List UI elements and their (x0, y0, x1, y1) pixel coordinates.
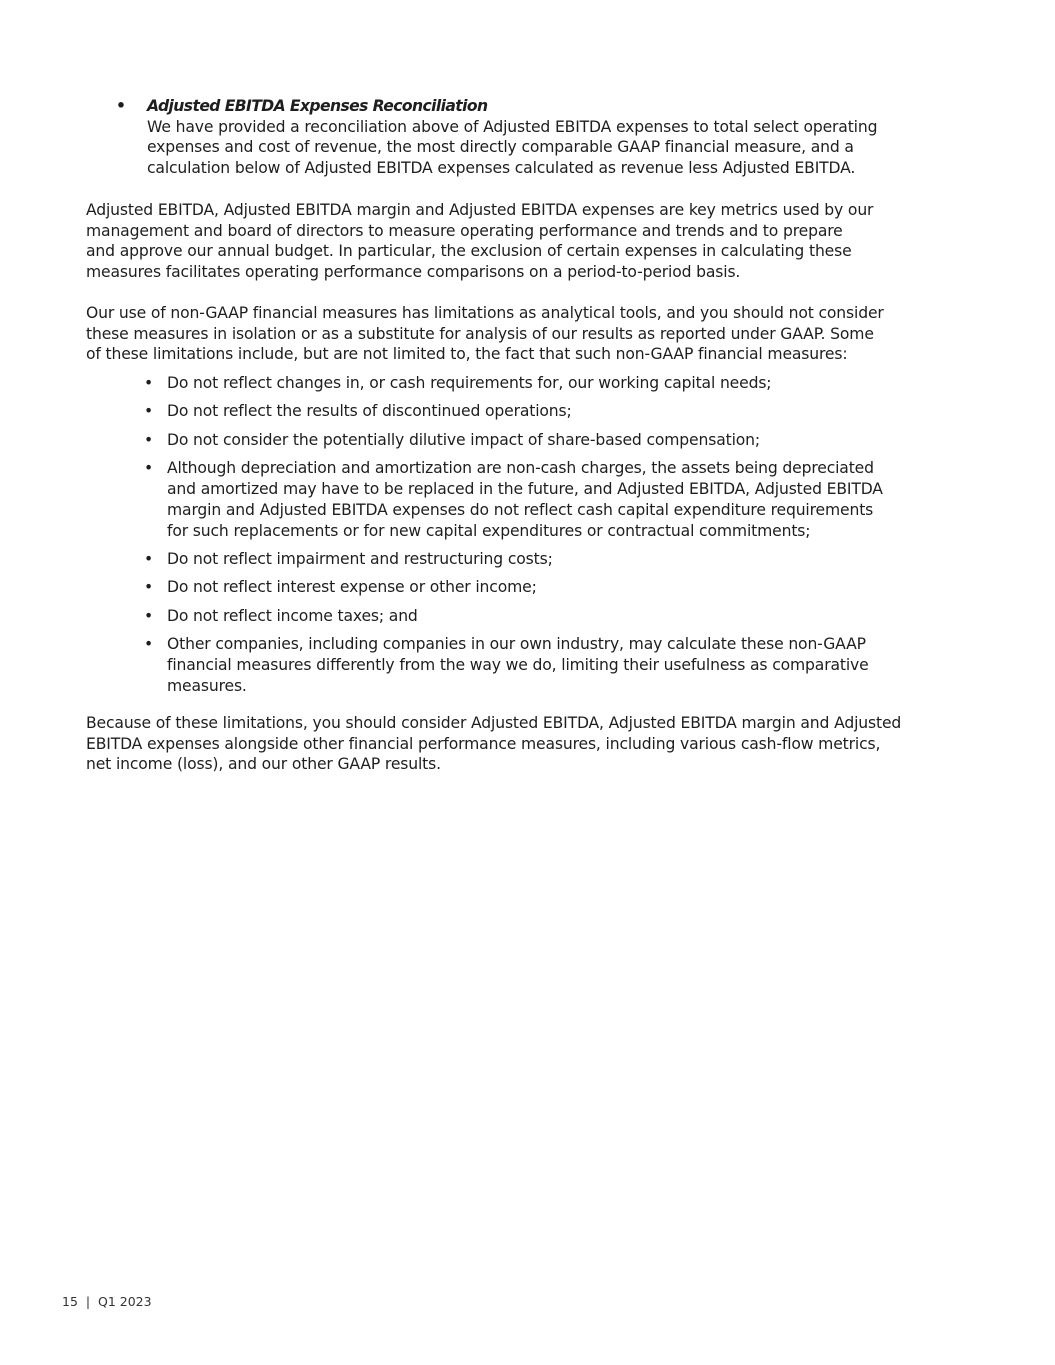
text-line: management and board of directors to measure operating performance and trends and to prepare (86, 221, 843, 240)
paragraph-limitations-intro (86, 303, 884, 365)
limitations-list (144, 373, 883, 704)
list-item (144, 373, 883, 394)
list-item (144, 458, 883, 541)
text-line: EBITDA expenses alongside other financial performance measures, including various cash-flow metrics, (86, 734, 881, 753)
text-line: calculation below of Adjusted EBITDA expenses calculated as revenue less Adjusted EBITDA. (147, 159, 856, 178)
bullet-icon: • (144, 606, 154, 625)
list-item (144, 401, 883, 422)
list-item (144, 577, 883, 598)
text-line: Our use of non-GAAP financial measures has limitations as analytical tools, and you should not consider (86, 304, 884, 322)
list-item (144, 606, 883, 627)
bullet-icon: • (144, 578, 154, 597)
text-line: financial measures differently from the way we do, limiting their usefulness as comparative (167, 656, 869, 675)
text-line: Do not reflect impairment and restructuring costs; (167, 550, 553, 568)
bullet-icon: • (144, 430, 154, 449)
bullet-icon: • (144, 635, 154, 654)
list-item (144, 634, 883, 696)
paragraph-conclusion (86, 713, 901, 775)
section-adjusted-ebitda-expenses (116, 96, 878, 179)
text-line: measures. (167, 676, 247, 695)
text-line: Do not reflect interest expense or other income; (167, 578, 537, 597)
text-line: these measures in isolation or as a substitute for analysis of our results as reported under GAAP. Some (86, 324, 874, 343)
page-footer: 15 | Q1 2023 (62, 1294, 152, 1309)
text-line: Do not consider the potentially dilutive impact of share-based compensation; (167, 430, 760, 449)
text-line: for such replacements or for new capital expenditures or contractual commitments; (167, 521, 811, 540)
list-item (144, 549, 883, 570)
list-item (144, 430, 883, 451)
bullet-icon: • (144, 402, 154, 421)
bullet-icon: • (144, 550, 154, 568)
text-line: measures facilitates operating performance comparisons on a period-to-period basis. (86, 263, 741, 282)
text-line: and approve our annual budget. In particular, the exclusion of certain expenses in calculating these (86, 242, 852, 261)
text-line: margin and Adjusted EBITDA expenses do not reflect cash capital expenditure requirements (167, 500, 874, 519)
text-line: Other companies, including companies in our own industry, may calculate these non-GAAP (167, 635, 866, 654)
bullet-icon: • (116, 97, 126, 115)
text-line: Do not reflect the results of discontinued operations; (167, 402, 572, 421)
text-line: We have provided a reconciliation above of Adjusted EBITDA expenses to total select operating (147, 117, 878, 136)
text-line: Because of these limitations, you should consider Adjusted EBITDA, Adjusted EBITDA margin and Adjusted (86, 714, 902, 732)
bullet-icon: • (144, 374, 154, 392)
text-line: Adjusted EBITDA, Adjusted EBITDA margin and Adjusted EBITDA expenses are key metrics used by our (86, 201, 874, 219)
bullet-icon: • (144, 459, 154, 478)
text-line: Do not reflect income taxes; and (167, 606, 418, 625)
text-line: Although depreciation and amortization are non-cash charges, the assets being depreciated (167, 459, 874, 478)
text-line: net income (loss), and our other GAAP results. (86, 755, 441, 774)
text-line: and amortized may have to be replaced in the future, and Adjusted EBITDA, Adjusted EBITDA (167, 480, 883, 499)
text-line: Do not reflect changes in, or cash requirements for, our working capital needs; (167, 374, 772, 392)
paragraph-key-metrics (86, 200, 873, 283)
section-title: Adjusted EBITDA Expenses Reconciliation (147, 97, 488, 115)
text-line: of these limitations include, but are not limited to, the fact that such non-GAAP financial measures: (86, 345, 848, 364)
text-line: expenses and cost of revenue, the most directly comparable GAAP financial measure, and a (147, 138, 854, 157)
